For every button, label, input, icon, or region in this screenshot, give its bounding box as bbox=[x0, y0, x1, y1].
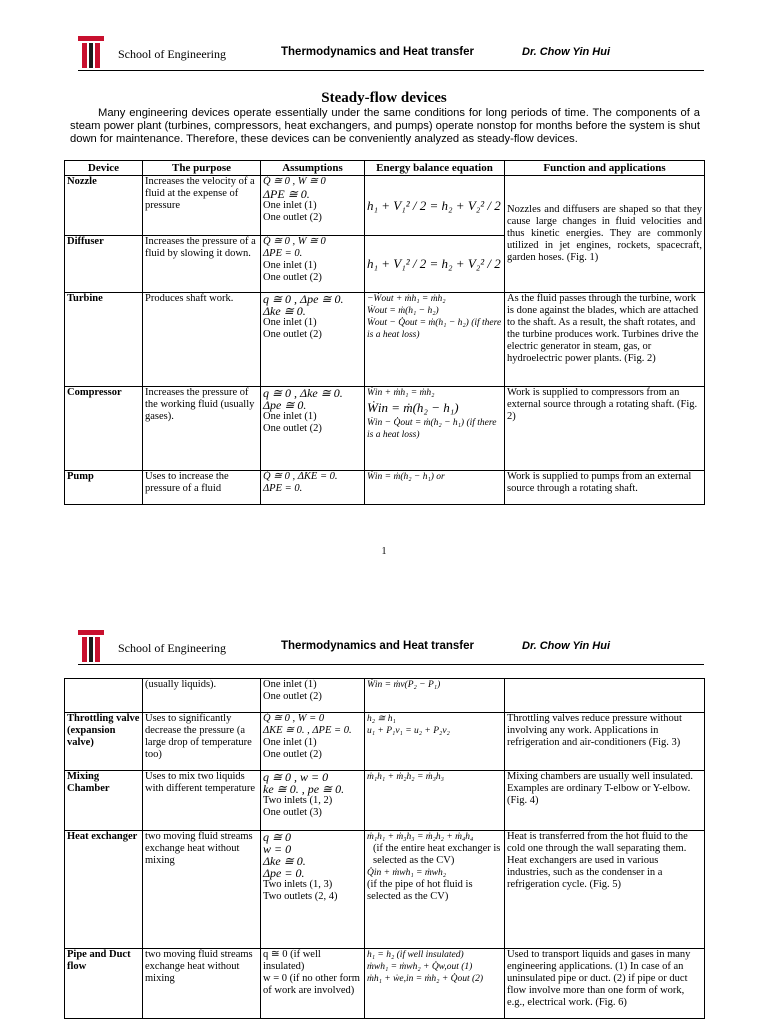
col-function: Function and applications bbox=[505, 161, 705, 176]
assumption: Two inlets (1, 2) bbox=[263, 795, 333, 806]
assumption: One outlet (3) bbox=[263, 807, 322, 818]
device-assumptions bbox=[261, 679, 365, 713]
equation-line: Ẇin + ṁh₁ = ṁh₂ bbox=[367, 388, 435, 398]
assumption: Δke ≅ 0. bbox=[263, 854, 306, 868]
device-function bbox=[505, 679, 705, 713]
equation-line: u₁ + P₁v₁ = u₂ + P₂v₂ bbox=[367, 726, 450, 736]
device-assumptions bbox=[261, 293, 365, 387]
assumption: One outlet (2) bbox=[263, 272, 322, 283]
col-energy-balance: Energy balance equation bbox=[365, 161, 505, 176]
energy-equation: h₁ + V₁² / 2 = h₂ + V₂² / 2 bbox=[365, 176, 505, 236]
assumption: Δke ≅ 0. bbox=[263, 304, 306, 318]
energy-equation: Ẇin = ṁv(P₂ − P₁) bbox=[365, 679, 505, 713]
device-purpose: Increases the velocity of a fluid at the expense of pressure bbox=[143, 176, 261, 236]
device-function: Work is supplied to pumps from an external source through a rotating shaft. bbox=[505, 471, 705, 505]
device-name: Mixing Chamber bbox=[65, 771, 143, 831]
device-name: Heat exchanger bbox=[65, 831, 143, 949]
energy-equation bbox=[365, 293, 505, 387]
devices-table bbox=[64, 160, 705, 505]
assumption: One outlet (2) bbox=[263, 212, 322, 223]
page-header bbox=[78, 36, 704, 71]
device-assumptions bbox=[261, 471, 365, 505]
equation-line: Ẇin = ṁ(h₂ − h₁) bbox=[367, 400, 459, 415]
assumption: One inlet (1) bbox=[263, 737, 317, 748]
device-function: Mixing chambers are usually well insulated. Examples are ordinary T-elbow or Y-elbow. (Fig. 4) bbox=[505, 771, 705, 831]
university-logo-icon bbox=[78, 36, 104, 68]
energy-equation bbox=[365, 831, 505, 949]
assumption: One outlet (2) bbox=[263, 329, 322, 340]
device-assumptions bbox=[261, 236, 365, 293]
device-purpose: Uses to significantly decrease the pressure (a large drop of temperature too) bbox=[143, 713, 261, 771]
page-title: Steady-flow devices bbox=[321, 90, 447, 106]
assumption: One outlet (2) bbox=[263, 423, 322, 434]
assumption: q ≅ 0 , Δpe ≅ 0. bbox=[263, 292, 344, 306]
assumption: Two inlets (1, 3) bbox=[263, 879, 333, 890]
equation-line: Ẇout − Q̇out = ṁ(h₁ − h₂) (if there is a heat loss) bbox=[367, 318, 502, 340]
device-name: Turbine bbox=[65, 293, 143, 387]
assumption: Δpe = 0. bbox=[263, 866, 305, 880]
assumption: Two outlets (2, 4) bbox=[263, 891, 338, 902]
assumption: q ≅ 0 , w = 0 bbox=[263, 770, 329, 784]
university-logo-icon bbox=[78, 630, 104, 662]
assumption: q ≅ 0 bbox=[263, 830, 292, 844]
device-assumptions bbox=[261, 831, 365, 949]
table-row bbox=[65, 471, 705, 505]
assumption: Q̇ ≅ 0 , ΔKE = 0. bbox=[263, 471, 338, 482]
intro-paragraph: Many engineering devices operate essentially under the same conditions for long periods of time. The components of a steam power plant (turbines, compressors, heat exchangers, and pumps) operate nonstop for months before the system is shut down for maintenance. Therefore, these devices can be conveniently analyzed as steady-flow devices. bbox=[70, 107, 700, 145]
assumption: Δpe ≅ 0. bbox=[263, 398, 307, 412]
device-assumptions bbox=[261, 949, 365, 1019]
energy-equation bbox=[365, 949, 505, 1019]
equation-line: h₂ ≅ h₁ bbox=[367, 714, 396, 724]
device-name: Pipe and Duct flow bbox=[65, 949, 143, 1019]
device-assumptions bbox=[261, 176, 365, 236]
device-name bbox=[65, 679, 143, 713]
table-row bbox=[65, 387, 705, 471]
device-purpose: Produces shaft work. bbox=[143, 293, 261, 387]
course-title: Thermodynamics and Heat transfer bbox=[281, 46, 475, 58]
energy-equation: ṁ₁h₁ + ṁ₂h₂ = ṁ₃h₃ bbox=[365, 771, 505, 831]
assumption: ΔPE = 0. bbox=[263, 248, 303, 259]
assumption: w = 0 bbox=[263, 842, 292, 856]
assumption: ke ≅ 0. , pe ≅ 0. bbox=[263, 782, 345, 796]
device-purpose: Uses to mix two liquids with different temperature bbox=[143, 771, 261, 831]
device-name: Compressor bbox=[65, 387, 143, 471]
device-function: As the fluid passes through the turbine, work is done against the blades, which are attached to the shaft. As a result, the shaft rotates, and the turbine produces work. Turbines drive the electric generator in steam, gas, or hydroelectric power plants. (Fig. 2) bbox=[505, 293, 705, 387]
author-name: Dr. Chow Yin Hui bbox=[522, 640, 611, 652]
col-assumptions: Assumptions bbox=[261, 161, 365, 176]
author-name: Dr. Chow Yin Hui bbox=[522, 46, 611, 58]
device-function: Throttling valves reduce pressure without involving any work. Applications in refrigeration and air-conditioners (Fig. 3) bbox=[505, 713, 705, 771]
device-assumptions bbox=[261, 771, 365, 831]
equation-line: ṁ₁h₁ + ṁ₃h₃ = ṁ₂h₂ + ṁ₄h₄ bbox=[367, 832, 474, 842]
equation-line: ṁwh₁ = ṁwh₂ + Q̇w,out (1) bbox=[367, 962, 473, 972]
device-purpose: Uses to increase the pressure of a fluid bbox=[143, 471, 261, 505]
devices-table-continued bbox=[64, 678, 705, 1019]
equation-note: (if the pipe of hot fluid is selected as the CV) bbox=[367, 879, 473, 902]
device-function: Work is supplied to compressors from an external source through a rotating shaft. (Fig. 2) bbox=[505, 387, 705, 471]
col-purpose: The purpose bbox=[143, 161, 261, 176]
assumption: Q̇ ≅ 0 , Ẇ ≅ 0 bbox=[263, 236, 326, 247]
device-name: Pump bbox=[65, 471, 143, 505]
device-purpose: two moving fluid streams exchange heat without mixing bbox=[143, 831, 261, 949]
assumption: One outlet (2) bbox=[263, 749, 322, 760]
assumption: One inlet (1) bbox=[263, 200, 317, 211]
col-device: Device bbox=[65, 161, 143, 176]
equation-note: (if the entire heat exchanger is selected as the CV) bbox=[373, 843, 501, 866]
assumption: One inlet (1) bbox=[263, 679, 317, 690]
device-name: Throttling valve (expansion valve) bbox=[65, 713, 143, 771]
table-row bbox=[65, 293, 705, 387]
assumption: w = 0 (if no other form of work are involved) bbox=[263, 973, 360, 996]
course-title: Thermodynamics and Heat transfer bbox=[281, 640, 475, 652]
device-purpose: Increases the pressure of a fluid by slowing it down. bbox=[143, 236, 261, 293]
assumption: Q̇ ≅ 0 , Ẇ ≅ 0 bbox=[263, 176, 326, 187]
assumption: ΔKE ≅ 0. , ΔPE = 0. bbox=[263, 725, 352, 736]
table-row bbox=[65, 713, 705, 771]
energy-equation: h₁ + V₁² / 2 = h₂ + V₂² / 2 bbox=[365, 236, 505, 293]
energy-equation: Ẇin = ṁ(h₂ − h₁) or bbox=[365, 471, 505, 505]
energy-equation bbox=[365, 713, 505, 771]
device-assumptions bbox=[261, 713, 365, 771]
assumption: One inlet (1) bbox=[263, 411, 317, 422]
assumption: q ≅ 0 (if well insulated) bbox=[263, 949, 321, 972]
assumption: ΔPE ≅ 0. bbox=[263, 187, 310, 201]
assumption: One inlet (1) bbox=[263, 317, 317, 328]
assumption: q ≅ 0 , Δke ≅ 0. bbox=[263, 386, 343, 400]
device-function: Heat is transferred from the hot fluid to the cold one through the wall separating them. Heat exchangers are used in various industries, such as the condenser in a refrigeration cycle. (Fig. 5) bbox=[505, 831, 705, 949]
device-function: Used to transport liquids and gases in many engineering applications. (1) In case of an uninsulated pipe or duct. (2) if pipe or duct flow involve more than one form of work, e.g., electrical work. (Fig. 6) bbox=[505, 949, 705, 1019]
equation-line: Ẇin − Q̇out = ṁ(h₂ − h₁) (if there is a heat loss) bbox=[367, 418, 497, 440]
equation-line: h₁ = h₂ (if well insulated) bbox=[367, 950, 464, 960]
assumption: One inlet (1) bbox=[263, 260, 317, 271]
device-purpose: two moving fluid streams exchange heat without mixing bbox=[143, 949, 261, 1019]
school-name: School of Engineering bbox=[118, 641, 226, 655]
device-purpose: (usually liquids). bbox=[143, 679, 261, 713]
assumption: ΔPE = 0. bbox=[263, 483, 303, 494]
device-name: Diffuser bbox=[65, 236, 143, 293]
assumption: One outlet (2) bbox=[263, 691, 322, 702]
device-function: Nozzles and diffusers are shaped so that they cause large changes in fluid velocities and thus kinetic energies. They are commonly utilized in jet engines, rockets, spacecraft, garden hoses. (Fig. 1) bbox=[505, 176, 705, 293]
table-row bbox=[65, 949, 705, 1019]
page-number: 1 bbox=[381, 546, 387, 557]
equation-line: −Ẇout + ṁh₁ = ṁh₂ bbox=[367, 294, 446, 304]
table-row bbox=[65, 176, 705, 236]
device-name: Nozzle bbox=[65, 176, 143, 236]
equation-line: Ẇout = ṁ(h₁ − h₂) bbox=[367, 306, 439, 316]
table-row bbox=[65, 771, 705, 831]
equation-line: ṁh₁ + ẇe,in = ṁh₂ + Q̇out (2) bbox=[367, 974, 484, 984]
device-purpose: Increases the pressure of the working fluid (usually gases). bbox=[143, 387, 261, 471]
equation-line: Q̇in + ṁwh₁ = ṁwh₂ bbox=[367, 868, 447, 878]
device-assumptions bbox=[261, 387, 365, 471]
assumption: Q̇ ≅ 0 , W = 0 bbox=[263, 713, 325, 724]
page-2 bbox=[0, 590, 768, 1024]
school-name: School of Engineering bbox=[118, 47, 226, 61]
table-header-row bbox=[65, 161, 705, 176]
table-row bbox=[65, 679, 705, 713]
energy-equation bbox=[365, 387, 505, 471]
page-header bbox=[78, 630, 704, 665]
table-row bbox=[65, 831, 705, 949]
